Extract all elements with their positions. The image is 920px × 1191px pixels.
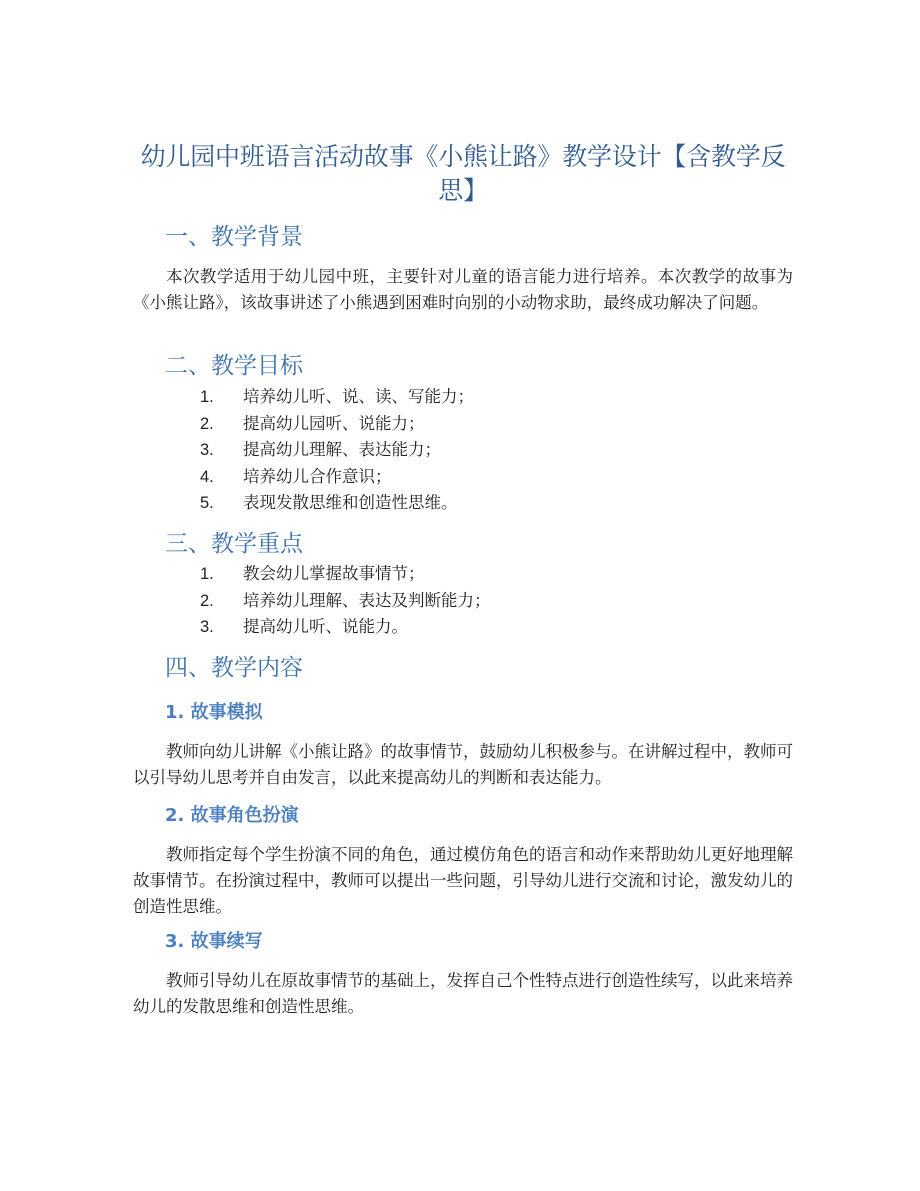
list-item: [200, 490, 474, 517]
background-paragraph: 本次教学适用于幼儿园中班，主要针对儿童的语言能力进行培养。本次教学的故事为《小熊让路》，该故事讲述了小熊遇到困难时向别的小动物求助，最终成功解决了问题。: [133, 267, 793, 312]
list-item-text: 提高幼儿理解、表达能力；: [243, 440, 441, 459]
list-item-number: 2.: [200, 414, 214, 433]
list-item: [200, 464, 474, 491]
list-item-text: 培养幼儿理解、表达及判断能力；: [243, 590, 491, 610]
story-simulation-paragraph: 教师向幼儿讲解《小熊让路》的故事情节，鼓励幼儿积极参与。在讲解过程中，教师可以引导幼儿思考并自由发言，以此来提高幼儿的判断和表达能力。: [133, 742, 793, 787]
list-item: [200, 561, 491, 588]
list-item: [200, 437, 474, 464]
list-item-text: 提高幼儿园听、说能力；: [243, 413, 425, 433]
list-item-number: 3.: [200, 618, 214, 636]
list-item-text: 教会幼儿掌握故事情节；: [243, 564, 425, 583]
section-heading-key-points: 三、教学重点: [165, 531, 303, 557]
section-heading-background: 一、教学背景: [165, 224, 303, 250]
subheading-story-continuation: 3. 故事续写: [165, 931, 263, 952]
list-item-text: 表现发散思维和创造性思维。: [243, 493, 458, 512]
list-item-number: 2.: [200, 591, 214, 610]
list-item-number: 3.: [200, 441, 214, 459]
section-heading-objectives: 二、教学目标: [165, 353, 303, 379]
subheading-story-simulation: 1. 故事模拟: [165, 702, 263, 723]
objectives-list: [200, 384, 474, 517]
list-item-number: 1.: [200, 565, 214, 583]
list-item-text: 培养幼儿听、说、读、写能力；: [243, 387, 474, 406]
list-item-number: 4.: [200, 467, 214, 486]
role-play-paragraph: 教师指定每个学生扮演不同的角色，通过模仿角色的语言和动作来帮助幼儿更好地理解故事情节。在扮演过程中，教师可以提出一些问题，引导幼儿进行交流和讨论，激发幼儿的创造性思维。: [133, 845, 793, 916]
list-item-text: 培养幼儿合作意识；: [243, 466, 392, 486]
list-item: [200, 384, 474, 411]
section-heading-content: 四、教学内容: [165, 655, 303, 681]
list-item-text: 提高幼儿听、说能力。: [243, 617, 408, 636]
list-item-number: 1.: [200, 388, 214, 406]
list-item-number: 5.: [200, 494, 214, 512]
subheading-role-play: 2. 故事角色扮演: [165, 805, 299, 826]
list-item: [200, 588, 491, 615]
story-continuation-paragraph: 教师引导幼儿在原故事情节的基础上，发挥自己个性特点进行创造性续写，以此来培养幼儿的发散思维和创造性思维。: [133, 971, 793, 1016]
list-item: [200, 614, 491, 641]
key-points-list: [200, 561, 491, 641]
list-item: [200, 411, 474, 438]
document-title: 幼儿园中班语言活动故事《小熊让路》教学设计【含教学反思】: [140, 142, 786, 205]
